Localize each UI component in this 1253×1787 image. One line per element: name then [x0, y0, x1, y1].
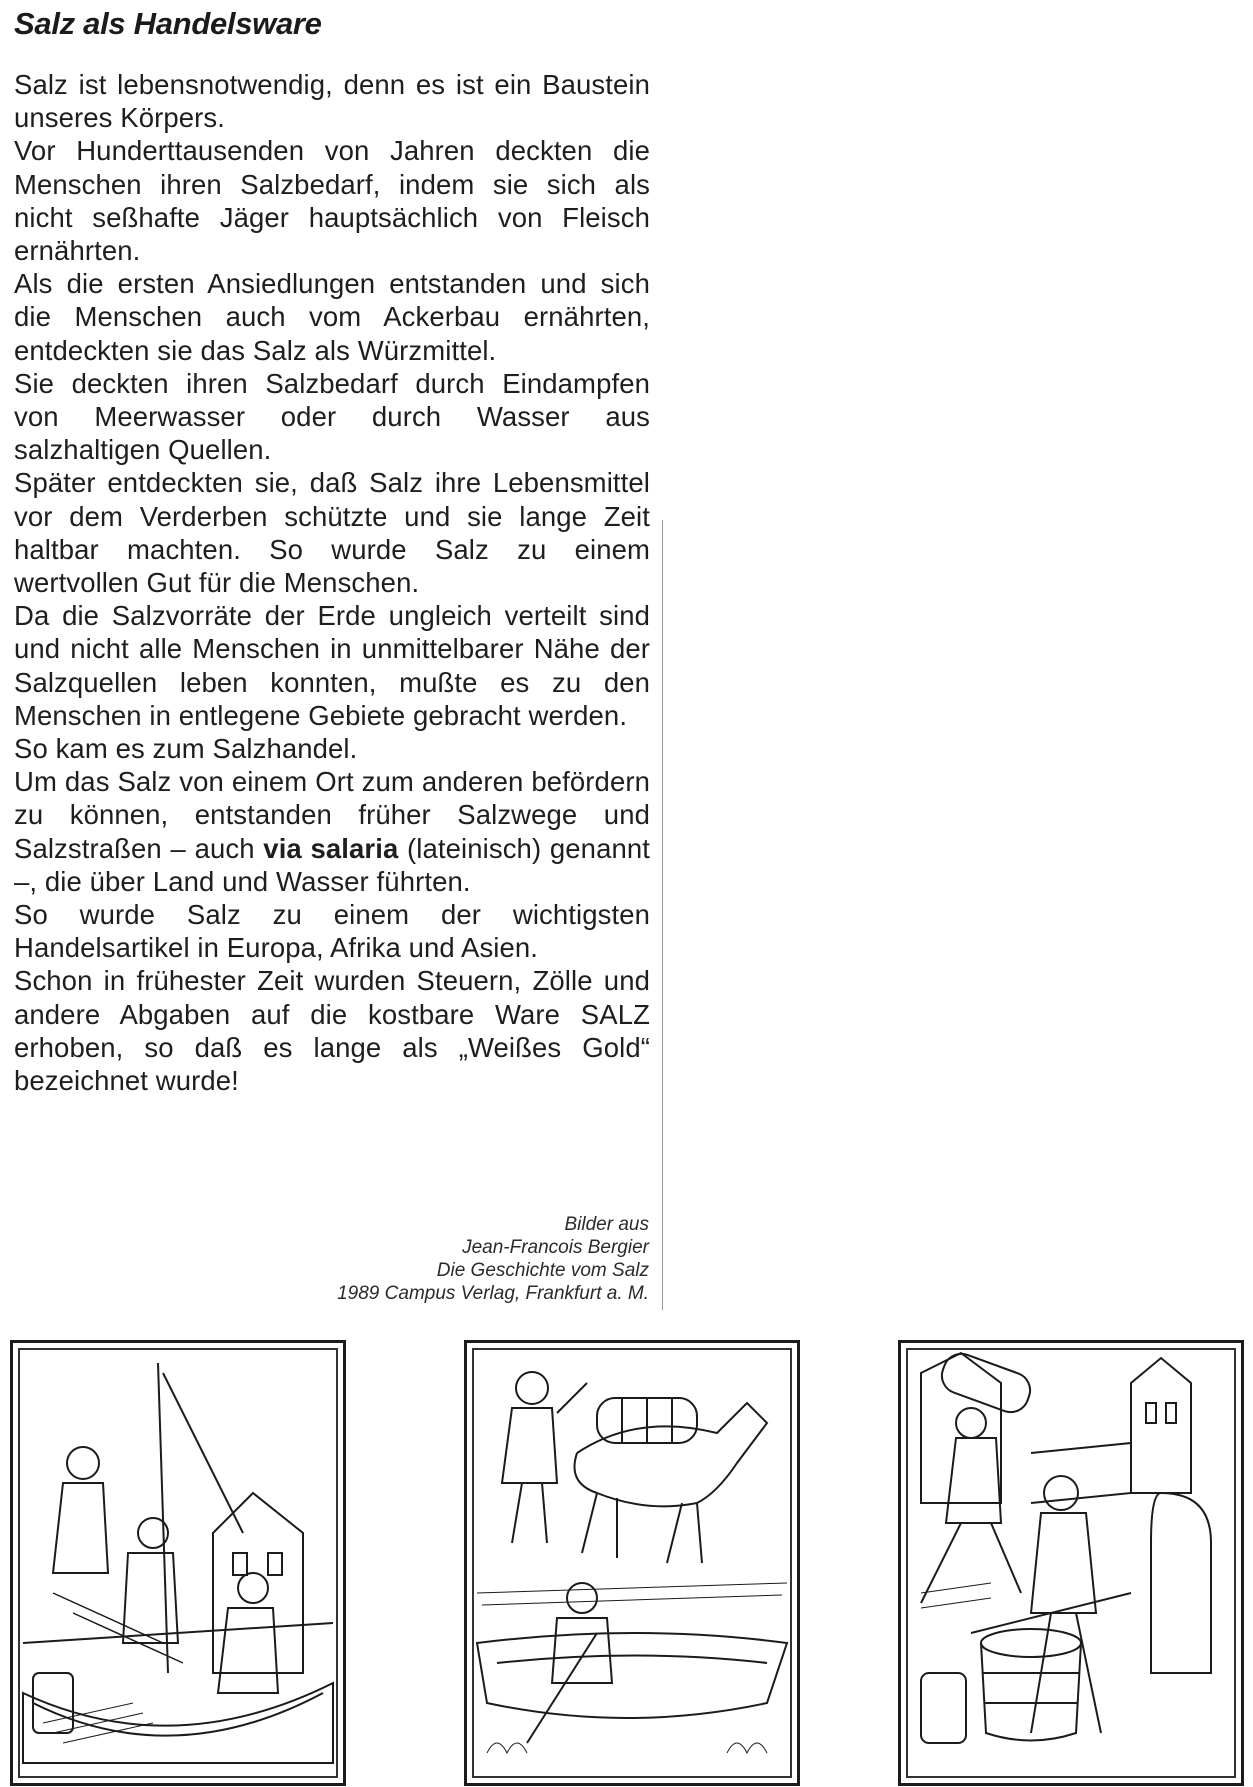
paragraph-text: Um das Salz von einem Ort zum anderen befördern zu können, entstanden früher Salzwege und Salzstraßen – auch — [14, 766, 650, 864]
salt-porters-barrel-woodcut-icon — [898, 1340, 1244, 1786]
horse-and-boat-transport-woodcut-icon — [464, 1340, 800, 1786]
paragraph: Salz ist lebensnotwendig, denn es ist ein Baustein unseres Körpers. — [14, 69, 650, 134]
paragraph: Schon in frühester Zeit wurden Steuern, Zölle und andere Abgaben auf die kostbare Ware SALZ erhoben, so daß es lange als „Weißes Gold“ bezeichnet wurde! — [14, 965, 650, 1097]
via-salaria-paragraph — [14, 765, 650, 898]
paragraph: Als die ersten Ansiedlungen entstanden und sich die Menschen auch vom Ackerbau ernährten, entdeckten sie das Salz als Würzmittel. — [14, 268, 650, 366]
credit-line: 1989 Campus Verlag, Frankfurt a. M. — [337, 1283, 649, 1304]
paragraph: Später entdeckten sie, daß Salz ihre Lebensmittel vor dem Verderben schützte und sie lange Zeit haltbar machten. So wurde Salz zu einem wertvollen Gut für die Menschen. — [14, 467, 650, 599]
article-body — [14, 68, 650, 1097]
image-credits — [337, 1213, 649, 1305]
salt-boat-loading-woodcut-icon — [10, 1340, 346, 1786]
credit-line: Die Geschichte vom Salz — [436, 1260, 649, 1281]
column-rule — [662, 520, 663, 1310]
paragraph: Sie deckten ihren Salzbedarf durch Eindampfen von Meerwasser oder durch Wasser aus salzhaltigen Quellen. — [14, 367, 650, 466]
paragraph: So wurde Salz zu einem der wichtigsten Handelsartikel in Europa, Afrika und Asien. — [14, 899, 650, 964]
page-title: Salz als Handelsware — [14, 6, 322, 41]
credit-line: Jean-Francois Bergier — [462, 1237, 649, 1258]
paragraph: So kam es zum Salzhandel. — [14, 733, 358, 765]
paragraph: Da die Salzvorräte der Erde ungleich verteilt sind und nicht alle Menschen in unmittelbarer Nähe der Salzquellen leben konnten, mußte es zu den Menschen in entlegene Gebiete gebracht werden. — [14, 600, 650, 731]
via-salaria-term: via salaria — [263, 832, 399, 864]
paragraph-text: (lateinisch) genannt –, die über Land und Wasser führten. — [14, 832, 650, 897]
paragraph: Vor Hunderttausenden von Jahren deckten die Menschen ihren Salzbedarf, indem sie sich als nicht seßhafte Jäger hauptsächlich von Fleisch ernährten. — [14, 135, 650, 267]
credit-line: Bilder aus — [564, 1214, 649, 1235]
